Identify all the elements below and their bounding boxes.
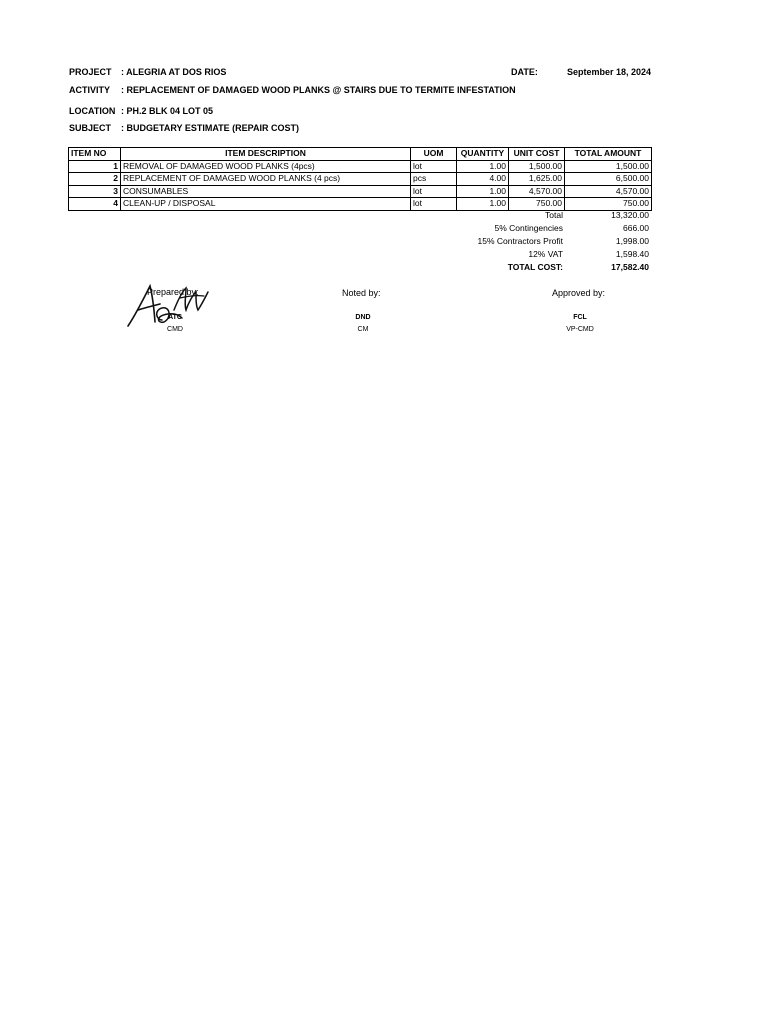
table-row [69, 198, 652, 211]
activity-label: ACTIVITY [69, 85, 111, 95]
quantity-cell: 1.00 [457, 198, 509, 211]
location-value: : PH.2 BLK 04 LOT 05 [121, 106, 214, 116]
column-header: QUANTITY [457, 148, 509, 161]
handwritten-signature [124, 280, 218, 332]
table-row [69, 185, 652, 198]
uom-cell: lot [411, 160, 457, 173]
project-label: PROJECT [69, 67, 112, 77]
column-header: TOTAL AMOUNT [565, 148, 652, 161]
subject-value: : BUDGETARY ESTIMATE (REPAIR COST) [121, 123, 300, 133]
table-header-row [69, 148, 652, 161]
total-amount-cell: 4,570.00 [565, 185, 652, 198]
column-header: UOM [411, 148, 457, 161]
noted-by-position: CM [357, 326, 369, 333]
table-row [69, 160, 652, 173]
vat-label: 12% VAT [528, 249, 563, 259]
total-label: Total [545, 210, 563, 220]
quantity-cell: 4.00 [457, 173, 509, 186]
contractors-profit-value: 1,998.00 [615, 236, 649, 246]
description-cell: REMOVAL OF DAMAGED WOOD PLANKS (4pcs) [121, 160, 411, 173]
column-header: UNIT COST [509, 148, 565, 161]
noted-by-name: DND [355, 314, 371, 321]
description-cell: REPLACEMENT OF DAMAGED WOOD PLANKS (4 pcs) [121, 173, 411, 186]
unit-cost-cell: 4,570.00 [509, 185, 565, 198]
location-label: LOCATION [69, 106, 116, 116]
item-no-cell: 2 [69, 173, 121, 186]
approved-by-label: Approved by: [552, 288, 606, 298]
subject-label: SUBJECT [69, 123, 112, 133]
column-header: ITEM DESCRIPTION [121, 148, 411, 161]
item-no-cell: 3 [69, 185, 121, 198]
date-label: DATE: [511, 67, 538, 77]
approved-by-name: FCL [573, 314, 587, 321]
contingencies-value: 666.00 [623, 223, 649, 233]
uom-cell: pcs [411, 173, 457, 186]
activity-value: : REPLACEMENT OF DAMAGED WOOD PLANKS @ STAIRS DUE TO TERMITE INFESTATION [121, 85, 516, 95]
total-amount-cell: 1,500.00 [565, 160, 652, 173]
uom-cell: lot [411, 198, 457, 211]
description-cell: CLEAN-UP / DISPOSAL [121, 198, 411, 211]
table-row [69, 173, 652, 186]
prepared-by-position: CMD [167, 326, 183, 333]
prepared-by-name: ATC [168, 314, 182, 321]
quantity-cell: 1.00 [457, 160, 509, 173]
uom-cell: lot [411, 185, 457, 198]
contractors-profit-label: 15% Contractors Profit [477, 236, 563, 246]
quantity-cell: 1.00 [457, 185, 509, 198]
approved-by-position: VP-CMD [566, 326, 594, 333]
unit-cost-cell: 1,625.00 [509, 173, 565, 186]
unit-cost-cell: 750.00 [509, 198, 565, 211]
vat-value: 1,598.40 [615, 249, 649, 259]
contingencies-label: 5% Contingencies [494, 223, 563, 233]
total-amount-cell: 750.00 [565, 198, 652, 211]
prepared-by-label: Prepared by: [147, 287, 199, 297]
description-cell: CONSUMABLES [121, 185, 411, 198]
estimate-table [68, 147, 652, 211]
date-value: September 18, 2024 [567, 67, 652, 77]
total-cost-label: TOTAL COST: [507, 262, 563, 272]
unit-cost-cell: 1,500.00 [509, 160, 565, 173]
noted-by-label: Noted by: [342, 288, 381, 298]
column-header: ITEM NO [69, 148, 121, 161]
item-no-cell: 1 [69, 160, 121, 173]
total-amount-cell: 6,500.00 [565, 173, 652, 186]
total-value: 13,320.00 [611, 210, 649, 220]
item-no-cell: 4 [69, 198, 121, 211]
total-cost-value: 17,582.40 [611, 262, 649, 272]
project-value: : ALEGRIA AT DOS RIOS [121, 67, 227, 77]
